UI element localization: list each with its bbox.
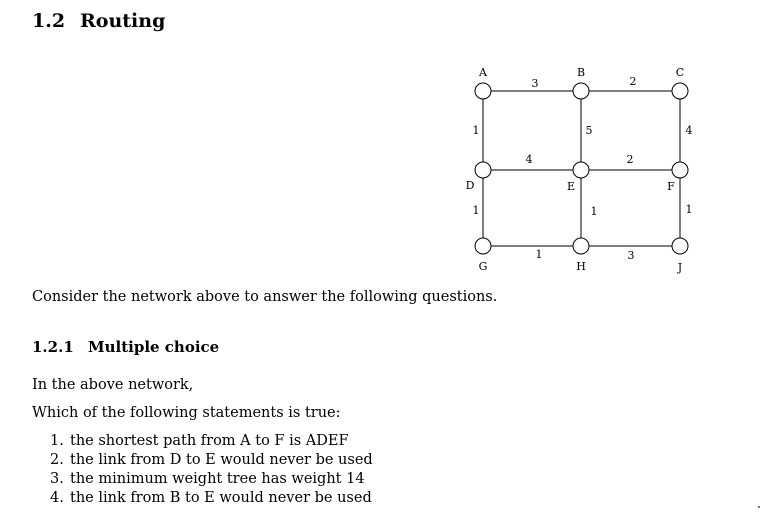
weight-H-J: 3 bbox=[627, 249, 635, 262]
options-list bbox=[50, 432, 373, 508]
node-label-B: B bbox=[576, 66, 586, 79]
weight-C-F: 4 bbox=[685, 124, 693, 137]
option-number: 4. bbox=[50, 490, 64, 506]
list-item bbox=[50, 451, 373, 470]
node-label-G: G bbox=[478, 260, 488, 273]
weight-B-E: 5 bbox=[585, 124, 593, 137]
weight-D-E: 4 bbox=[525, 153, 533, 166]
intro-text: Consider the network above to answer the following questions. bbox=[32, 289, 498, 305]
node-F bbox=[672, 162, 688, 178]
weight-B-C: 2 bbox=[629, 75, 637, 88]
subsection-number: 1.2.1 bbox=[32, 338, 74, 356]
weight-A-D: 1 bbox=[472, 124, 480, 137]
node-A bbox=[475, 83, 491, 99]
section-title: Routing bbox=[80, 10, 166, 32]
subsection-heading bbox=[32, 338, 219, 356]
weight-G-H: 1 bbox=[535, 248, 543, 261]
node-label-A: A bbox=[479, 66, 487, 79]
node-E bbox=[573, 162, 589, 178]
node-label-J: J bbox=[677, 261, 683, 274]
option-number: 3. bbox=[50, 471, 64, 487]
list-item bbox=[50, 489, 373, 508]
section-heading bbox=[32, 10, 165, 32]
subsection-title: Multiple choice bbox=[88, 338, 220, 356]
node-D bbox=[475, 162, 491, 178]
node-label-C: C bbox=[675, 66, 685, 79]
option-text: the shortest path from A to F is ADEF bbox=[70, 433, 349, 449]
network-graph bbox=[450, 58, 720, 278]
list-item bbox=[50, 470, 373, 489]
option-text: the link from B to E would never be used bbox=[70, 490, 372, 506]
stray-dot bbox=[758, 506, 760, 508]
section-number: 1.2 bbox=[32, 10, 66, 32]
option-text: the link from D to E would never be used bbox=[70, 452, 373, 468]
weight-E-H: 1 bbox=[590, 205, 598, 218]
node-label-H: H bbox=[576, 260, 586, 273]
prompt-line-1: In the above network, bbox=[32, 377, 194, 393]
node-label-E: E bbox=[566, 180, 576, 193]
option-text: the minimum weight tree has weight 14 bbox=[70, 471, 365, 487]
option-number: 2. bbox=[50, 452, 64, 468]
weight-F-J: 1 bbox=[685, 203, 693, 216]
weight-D-G: 1 bbox=[472, 204, 480, 217]
weight-E-F: 2 bbox=[626, 153, 634, 166]
node-label-F: F bbox=[667, 180, 675, 193]
node-H bbox=[573, 238, 589, 254]
node-G bbox=[475, 238, 491, 254]
list-item bbox=[50, 432, 373, 451]
prompt-line-2: Which of the following statements is true: bbox=[32, 405, 341, 421]
node-B bbox=[573, 83, 589, 99]
option-number: 1. bbox=[50, 433, 64, 449]
node-label-D: D bbox=[465, 179, 475, 192]
node-J bbox=[672, 238, 688, 254]
node-C bbox=[672, 83, 688, 99]
weight-A-B: 3 bbox=[531, 77, 539, 90]
